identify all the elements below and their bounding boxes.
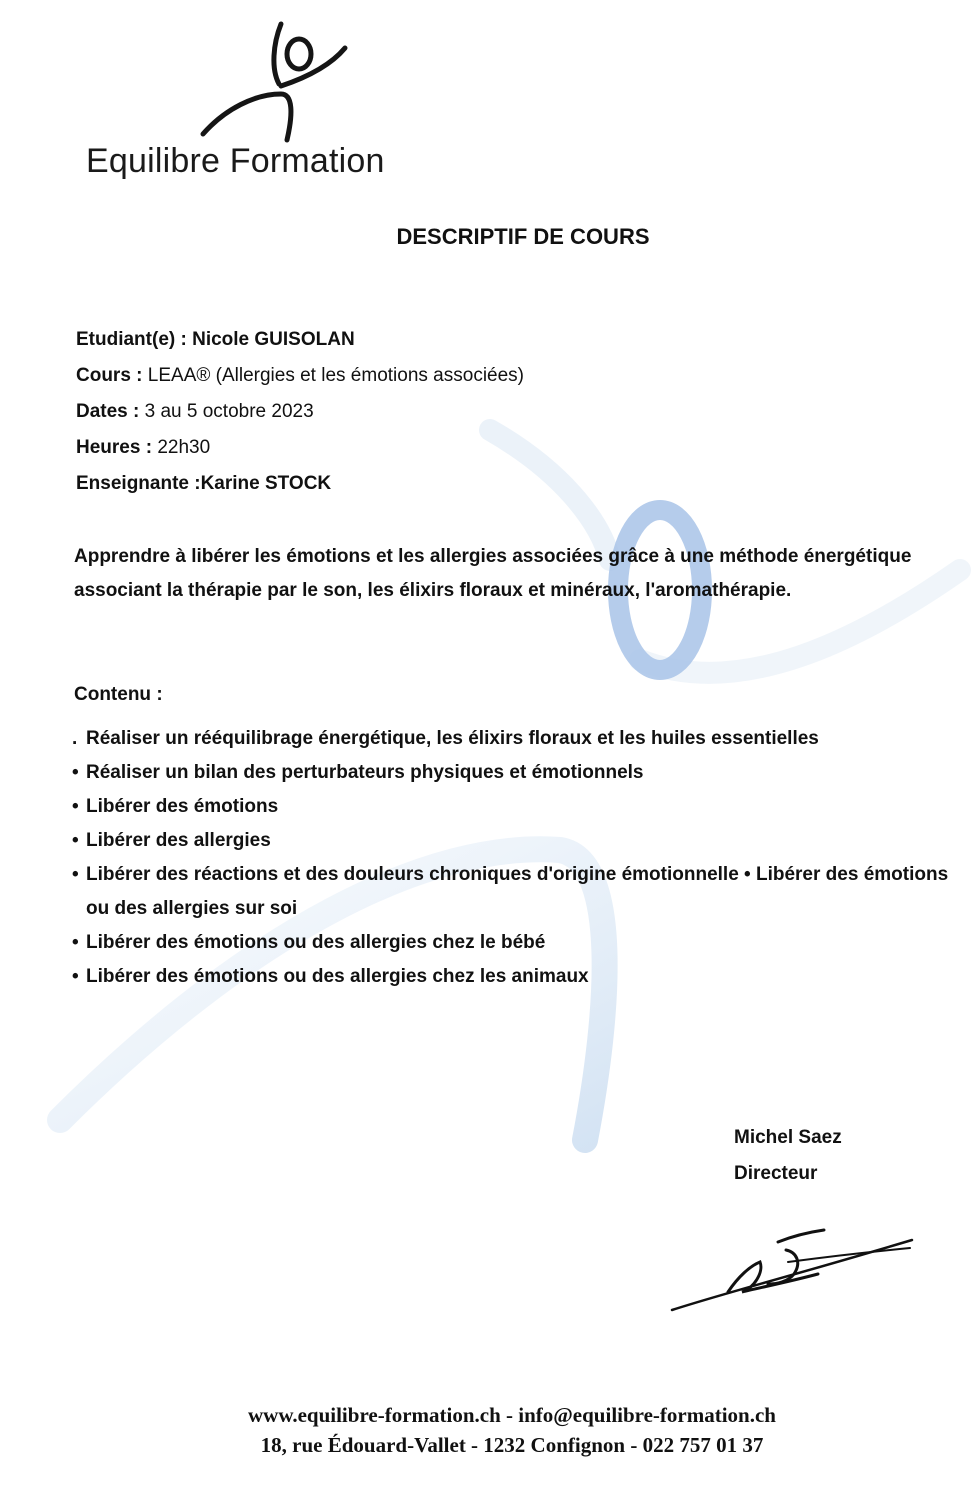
footer-web-email: www.equilibre-formation.ch - info@equilibre-formation.ch (248, 1403, 776, 1427)
logo-icon (195, 14, 365, 144)
signatory-name: Michel Saez (734, 1127, 842, 1148)
dates-label: Dates : (76, 401, 145, 422)
bullet: • (72, 796, 79, 817)
footer-address: 18, rue Édouard-Vallet - 1232 Confignon - 022 757 01 37 (260, 1433, 764, 1457)
dates-row (76, 397, 524, 433)
teacher-label: Enseignante : (76, 473, 201, 494)
list-item-text: Réaliser un rééquilibrage énergétique, les élixirs floraux et les huiles essentielles (86, 728, 819, 749)
list-item-text: Libérer des allergies (86, 830, 271, 851)
course-description: Apprendre à libérer les émotions et les allergies associées grâce à une méthode énergétique associant la thérapie par le son, les élixirs floraux et minéraux, l'aromathérapie. (74, 546, 912, 601)
student-row (76, 325, 524, 361)
list-item (72, 824, 952, 858)
list-item (72, 722, 952, 756)
bullet: • (72, 762, 79, 783)
bullet: • (72, 830, 79, 851)
teacher-row (76, 469, 524, 505)
course-value: LEAA® (Allergies et les émotions associées) (147, 365, 524, 386)
brand-name: Equilibre Formation (86, 142, 385, 180)
dates-value: 3 au 5 octobre 2023 (144, 401, 314, 422)
hours-value: 22h30 (157, 437, 211, 458)
list-item (72, 790, 952, 824)
student-label: Etudiant(e) : (76, 329, 193, 350)
list-item (72, 858, 952, 926)
student-value: Nicole GUISOLAN (192, 329, 355, 350)
list-item-text: Libérer des émotions (86, 796, 279, 817)
list-item (72, 756, 952, 790)
list-item (72, 960, 952, 994)
list-item-text: Libérer des émotions ou des allergies chez le bébé (86, 932, 546, 953)
list-item-text: Libérer des émotions ou des allergies chez les animaux (86, 966, 589, 987)
list-item-text: Libérer des réactions et des douleurs chroniques d'origine émotionnelle • Libérer des émotions ou des allergies sur soi (86, 864, 949, 919)
contents-heading: Contenu : (74, 684, 163, 705)
contents-list (72, 722, 952, 994)
hours-label: Heures : (76, 437, 158, 458)
signatory-role: Directeur (734, 1163, 818, 1184)
signature-icon (668, 1222, 918, 1322)
signatory-block (734, 1120, 842, 1192)
page-title: DESCRIPTIF DE COURS (396, 224, 650, 249)
teacher-value: Karine STOCK (200, 473, 332, 494)
list-item (72, 926, 952, 960)
bullet: • (72, 966, 79, 987)
bullet: • (72, 932, 79, 953)
course-row (76, 361, 524, 397)
hours-row (76, 433, 524, 469)
footer-contact (0, 1400, 974, 1460)
bullet: . (72, 728, 78, 749)
bullet: • (72, 864, 79, 885)
course-label: Cours : (76, 365, 148, 386)
list-item-text: Réaliser un bilan des perturbateurs physiques et émotionnels (86, 762, 644, 783)
course-info (76, 325, 524, 505)
